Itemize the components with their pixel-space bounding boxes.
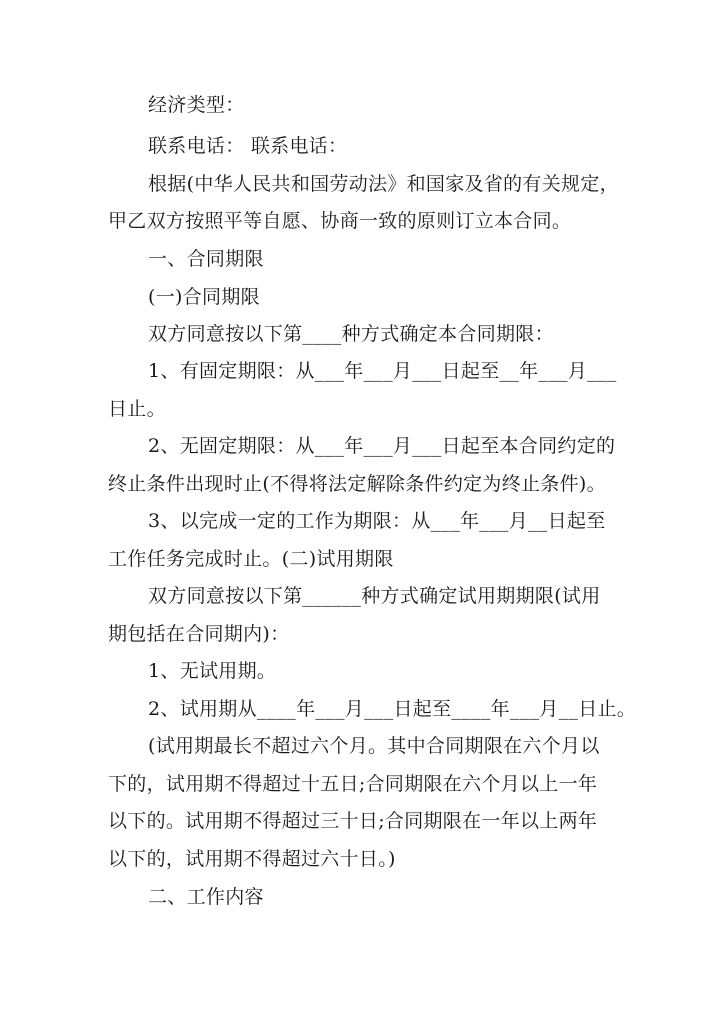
section-heading-contract-term: 一、合同期限 — [148, 248, 264, 270]
task-term-line-1: 3、以完成一定的工作为期限：从___年___月__日起至 — [148, 510, 606, 532]
fixed-term-line-2: 日止。 — [108, 398, 166, 420]
paragraph-basis-line-1: 根据(中华人民共和国劳动法》和国家及省的有关规定， — [148, 173, 619, 195]
term-method-line: 双方同意按以下第____种方式确定本合同期限： — [148, 323, 554, 345]
economic-type-line: 经济类型： — [148, 94, 245, 116]
no-probation-line: 1、无试用期。 — [148, 660, 277, 682]
section-heading-work-content: 二、工作内容 — [148, 886, 264, 908]
fixed-term-line-1: 1、有固定期限：从___年___月___日起至__年___月___ — [148, 360, 617, 382]
probation-note-line-4: 以下的，试用期不得超过六十日。) — [108, 848, 396, 870]
contact-phone-line: 联系电话： 联系电话： — [148, 135, 348, 157]
task-term-line-2: 工作任务完成时止。(二)试用期限 — [108, 548, 394, 570]
probation-note-line-1: (试用期最长不超过六个月。其中合同期限在六个月以 — [148, 735, 600, 757]
paragraph-basis-line-2: 甲乙双方按照平等自愿、协商一致的原则订立本合同。 — [108, 210, 572, 232]
probation-note-line-2: 下的，试用期不得超过十五日;合同期限在六个月以上一年 — [108, 773, 598, 795]
probation-note-line-3: 以下的。试用期不得超过三十日;合同期限在一年以上两年 — [108, 810, 598, 832]
subsection-heading-contract-term: (一)合同期限 — [148, 286, 260, 308]
probation-period-line: 2、试用期从____年___月___日起至____年___月__日止。 — [148, 698, 637, 720]
open-term-line-1: 2、无固定期限：从___年___月___日起至本合同约定的 — [148, 435, 616, 457]
probation-method-line-1: 双方同意按以下第______种方式确定试用期期限(试用 — [148, 585, 601, 607]
open-term-line-2: 终止条件出现时止(不得将法定解除条件约定为终止条件)。 — [108, 473, 606, 495]
probation-method-line-2: 期包括在合同期内)： — [108, 623, 290, 645]
